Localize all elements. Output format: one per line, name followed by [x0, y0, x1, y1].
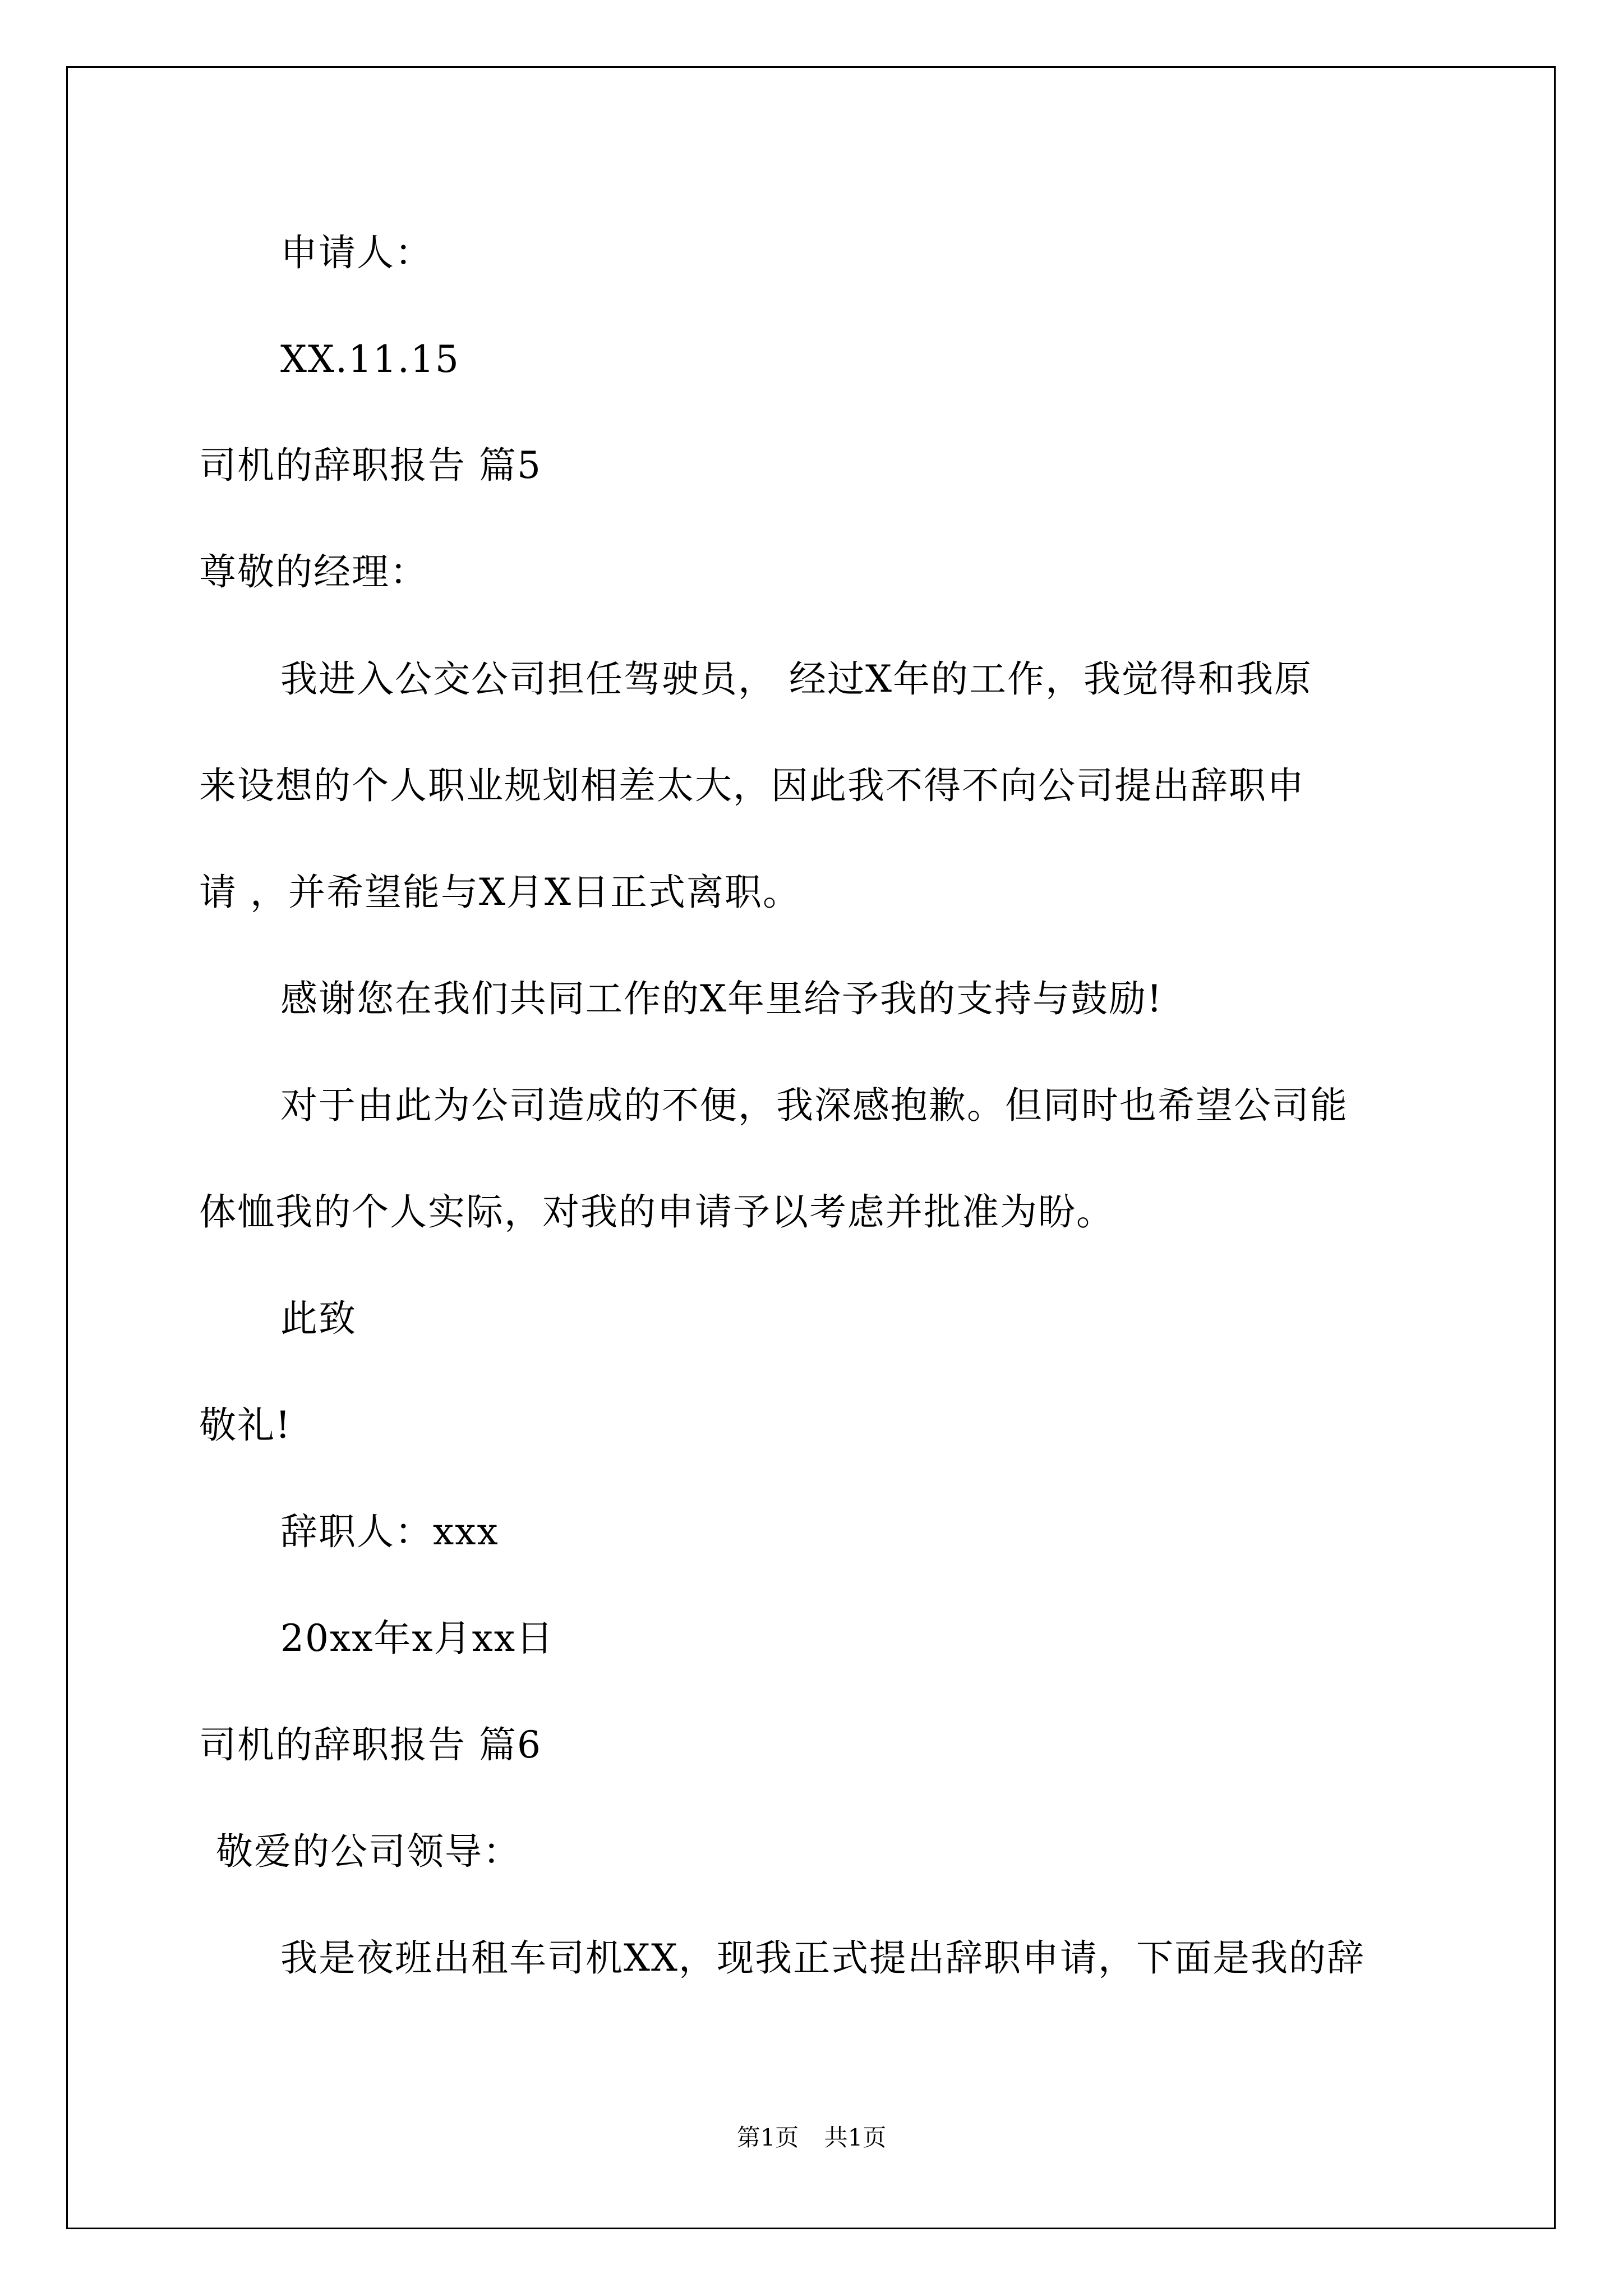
- section-heading-5: 司机的辞职报告 篇5: [199, 444, 542, 487]
- page-border: [66, 66, 1556, 2229]
- page-footer: [0, 2126, 1623, 2150]
- paragraph-line: 请 ，并希望能与X月X日正式离职。: [199, 871, 801, 914]
- page-number-current: 第1页: [736, 2124, 799, 2151]
- date-line: XX.11.15: [280, 338, 460, 381]
- paragraph-line: 对于由此为公司造成的不便，我深感抱歉。但同时也希望公司能: [280, 1084, 1348, 1127]
- applicant-label: 申请人：: [280, 231, 433, 274]
- signature-date: 20xx年x月xx日: [280, 1617, 555, 1660]
- paragraph-line: 我是夜班出租车司机XX，现我正式提出辞职申请，下面是我的辞: [280, 1936, 1365, 1980]
- salutation: 尊敬的经理：: [199, 550, 428, 593]
- paragraph-line: 我进入公交公司担任驾驶员， 经过X年的工作，我觉得和我原: [280, 657, 1312, 701]
- salutation: 敬爱的公司领导：: [216, 1830, 521, 1873]
- section-heading-6: 司机的辞职报告 篇6: [199, 1723, 542, 1766]
- paragraph-line: 感谢您在我们共同工作的X年里给予我的支持与鼓励!: [280, 977, 1163, 1020]
- resigner-line: 辞职人：xxx: [280, 1510, 499, 1553]
- closing-salute: 敬礼!: [199, 1404, 292, 1447]
- paragraph-line: 来设想的个人职业规划相差太大，因此我不得不向公司提出辞职申: [199, 764, 1305, 807]
- page-number-total: 共1页: [824, 2124, 887, 2151]
- paragraph-line: 体恤我的个人实际，对我的申请予以考虑并批准为盼。: [199, 1190, 1114, 1234]
- closing-line: 此致: [280, 1297, 357, 1340]
